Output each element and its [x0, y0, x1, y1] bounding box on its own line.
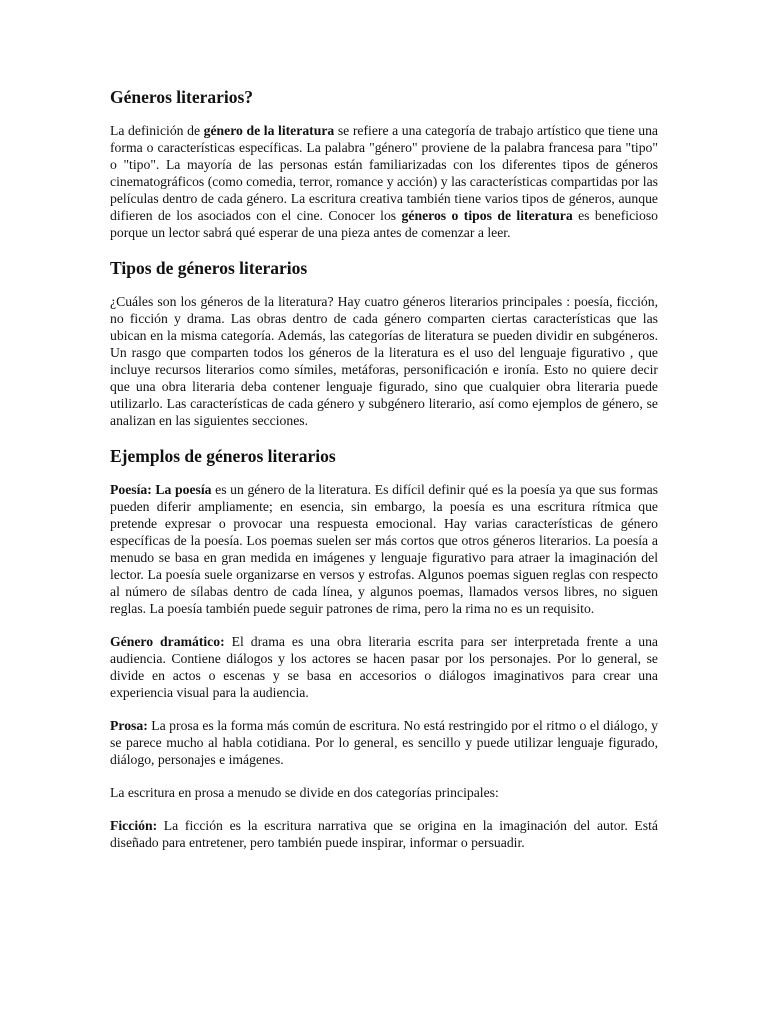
text-run: es un género de la literatura. Es difícil definir qué es la poesía ya que sus formas pueden diferir ampliamente; en esencia, sin embargo, la poesía es una escritura rítmica que pretende expresar o provocar una respuesta emocional. Hay varias características de género específicas de la poesía. Los poemas suelen ser más cortos que otros géneros literarios. La poesía a menudo se basa en gran medida en imágenes y lenguaje figurativo para atraer la imaginación del lector. La poesía suele organizarse en versos y estrofas. Algunos poemas siguen reglas con respecto al número de sílabas dentro de cada línea, y algunos poemas, llamados versos libres, no siguen reglas. La poesía también puede seguir patrones de rima, pero la rima no es un requisito.	[110, 482, 658, 616]
text-run: La prosa es la forma más común de escritura. No está restringido por el ritmo o el diálogo, y se parece mucho al habla cotidiana. Por lo general, es sencillo y puede utilizar lenguaje figurado, diálogo, personajes e imágenes.	[110, 718, 658, 767]
bold-term-genero-dramatico: Género dramático:	[110, 634, 225, 649]
text-run: El drama es una obra literaria escrita para ser interpretada frente a una audiencia. Contiene diálogos y los actores se hacen pasar por los personajes. Por lo general, se divide en actos o escenas y se basa en accesorios o diálogos imaginativos para crear una experiencia visual para la audiencia.	[110, 634, 658, 700]
paragraph-definicion	[110, 122, 658, 241]
text-run: se refiere a una categoría de trabajo artístico que tiene una forma o características específicas. La palabra "género" proviene de la palabra francesa para "tipo" o "tipo". La mayoría de las personas están familiarizadas con los diferentes tipos de géneros cinematográficos (como comedia, terror, romance y acción) y las características compartidas por las películas dentro de cada género. La escritura creativa también tiene varios tipos de géneros, aunque difieren de los asociados con el cine. Conocer los	[110, 123, 658, 223]
paragraph-prosa-categorias	[110, 784, 658, 801]
paragraph-prosa	[110, 717, 658, 768]
bold-term-ficcion: Ficción:	[110, 818, 158, 833]
paragraph-tipos	[110, 293, 658, 429]
section-heading-generos-literarios: Géneros literarios?	[110, 87, 254, 107]
text-run: ¿Cuáles son los géneros de la literatura? Hay cuatro géneros literarios principales : poesía, ficción, no ficción y drama. Las obras dentro de cada género comparten ciertas características que las ubican en la misma categoría. Además, las categorías de literatura se pueden dividir en subgéneros. Un rasgo que comparten todos los géneros de la literatura es el uso del lenguaje figurativo , que incluye recursos literarios como símiles, metáforas, personificación e ironía. Esto no quiere decir que una obra literaria deba contener lenguaje figurado, sino que cualquier obra literaria puede utilizarlo. Las características de cada género y subgénero literario, así como ejemplos de género, se analizan en las siguientes secciones.	[110, 294, 658, 428]
document-page	[110, 86, 658, 851]
bold-term-genero-de-la-literatura: género de la literatura	[203, 123, 335, 138]
section-heading-tipos: Tipos de géneros literarios	[110, 258, 308, 278]
text-run: La ficción es la escritura narrativa que se origina en la imaginación del autor. Está diseñado para entretener, pero también puede inspirar, informar o persuadir.	[110, 818, 658, 850]
bold-term-prosa: Prosa:	[110, 718, 148, 733]
text-run: La escritura en prosa a menudo se divide en dos categorías principales:	[110, 785, 499, 800]
section-heading-ejemplos: Ejemplos de géneros literarios	[110, 446, 336, 466]
paragraph-poesia	[110, 481, 658, 617]
text-run: es beneficioso porque un lector sabrá qué esperar de una pieza antes de comenzar a leer.	[110, 208, 658, 240]
bold-term-generos-o-tipos: géneros o tipos de literatura	[401, 208, 573, 223]
paragraph-ficcion	[110, 817, 658, 851]
text-run: La definición de	[110, 123, 204, 138]
paragraph-genero-dramatico	[110, 633, 658, 701]
bold-term-poesia: Poesía: La poesía	[110, 482, 212, 497]
